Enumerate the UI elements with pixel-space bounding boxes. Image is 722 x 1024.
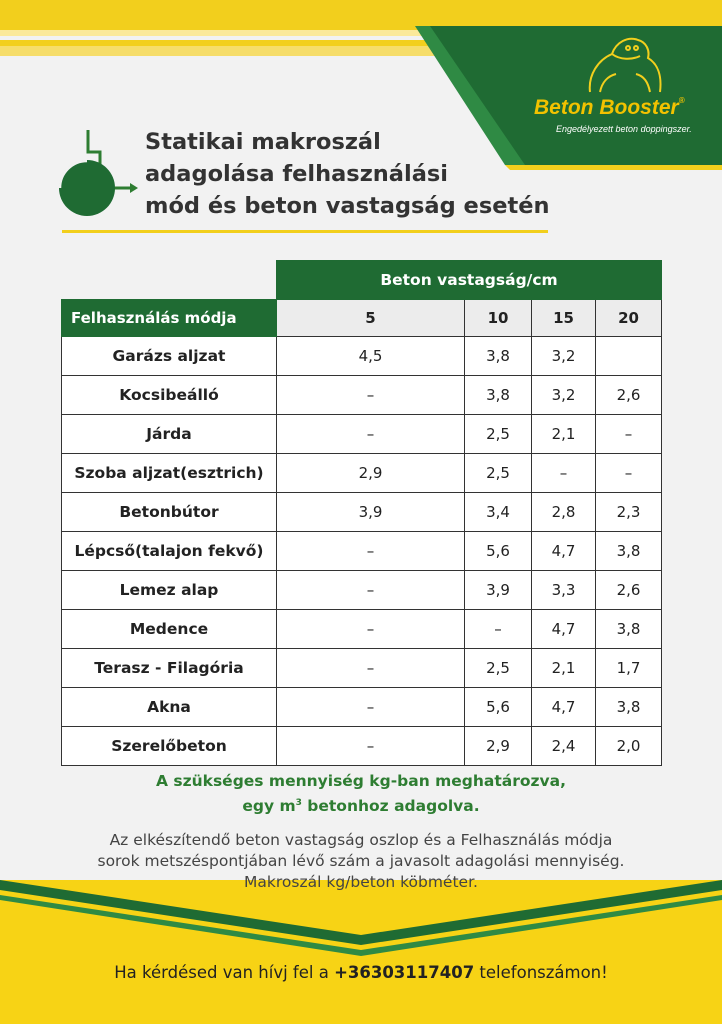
row-label: Szoba aljzat(esztrich) bbox=[62, 453, 277, 492]
thickness-header-20: 20 bbox=[596, 299, 662, 336]
table-cell bbox=[596, 336, 662, 375]
table-header-row bbox=[62, 299, 662, 336]
table-cell: 3,8 bbox=[465, 375, 532, 414]
brand-tagline: Engedélyezett beton doppingszer. bbox=[556, 124, 692, 134]
phone-number[interactable]: +36303117407 bbox=[334, 963, 475, 982]
table-cell: 2,4 bbox=[532, 726, 596, 765]
table-group-header-row bbox=[62, 261, 662, 300]
row-label: Kocsibeálló bbox=[62, 375, 277, 414]
table-cell: 4,7 bbox=[532, 609, 596, 648]
table-cell: 3,3 bbox=[532, 570, 596, 609]
table-corner-blank bbox=[62, 261, 277, 300]
table-cell: 3,8 bbox=[596, 531, 662, 570]
table-cell: 4,7 bbox=[532, 687, 596, 726]
table-cell: – bbox=[277, 531, 465, 570]
table-cell: 2,1 bbox=[532, 414, 596, 453]
table-cell: 1,7 bbox=[596, 648, 662, 687]
page-title bbox=[145, 126, 550, 222]
table-cell: 3,8 bbox=[596, 609, 662, 648]
table-cell: – bbox=[277, 609, 465, 648]
table-cell: 3,9 bbox=[277, 492, 465, 531]
unit-note-line-1: A szükséges mennyiség kg-ban meghatározva, bbox=[155, 772, 567, 790]
brand-logo bbox=[520, 30, 720, 155]
page-title-line-2: adagolása felhasználási bbox=[145, 161, 448, 187]
gorilla-icon bbox=[520, 30, 720, 100]
row-label: Járda bbox=[62, 414, 277, 453]
thickness-header-5: 5 bbox=[277, 299, 465, 336]
table-cell: – bbox=[465, 609, 532, 648]
table-cell: 4,5 bbox=[277, 336, 465, 375]
table-cell: 2,5 bbox=[465, 453, 532, 492]
table-row bbox=[62, 531, 662, 570]
table-row bbox=[62, 336, 662, 375]
table-row bbox=[62, 609, 662, 648]
footer-text-before: Ha kérdésed van hívj fel a bbox=[114, 963, 335, 982]
unit-note-line-2: egy $m^3$ betonhoz adagolva. bbox=[242, 797, 480, 816]
table-cell: 3,2 bbox=[532, 375, 596, 414]
row-label: Lemez alap bbox=[62, 570, 277, 609]
table-row bbox=[62, 648, 662, 687]
table-cell: 4,7 bbox=[532, 531, 596, 570]
table-cell: 5,6 bbox=[465, 531, 532, 570]
table-cell: 2,6 bbox=[596, 375, 662, 414]
row-label: Garázs aljzat bbox=[62, 336, 277, 375]
table-row bbox=[62, 375, 662, 414]
thickness-header-15: 15 bbox=[532, 299, 596, 336]
page-title-line-3: mód és beton vastagság esetén bbox=[145, 193, 550, 219]
dosing-icon bbox=[58, 128, 140, 220]
table-cell: 2,0 bbox=[596, 726, 662, 765]
row-label: Lépcső(talajon fekvő) bbox=[62, 531, 277, 570]
row-label: Terasz - Filagória bbox=[62, 648, 277, 687]
unit-note bbox=[0, 770, 722, 817]
table-row bbox=[62, 687, 662, 726]
table-cell: 3,4 bbox=[465, 492, 532, 531]
contact-footer bbox=[0, 963, 722, 982]
title-underline bbox=[62, 230, 548, 233]
usage-explanation-line-2: sorok metszéspontjában lévő szám a javasolt adagolási mennyiség. bbox=[97, 852, 625, 870]
table-cell: 3,2 bbox=[532, 336, 596, 375]
row-label: Medence bbox=[62, 609, 277, 648]
table-cell: 2,9 bbox=[465, 726, 532, 765]
table-cell: 2,5 bbox=[465, 414, 532, 453]
table-cell: – bbox=[596, 414, 662, 453]
usage-column-header: Felhasználás módja bbox=[62, 299, 277, 336]
table-cell: – bbox=[277, 375, 465, 414]
thickness-group-header: Beton vastagság/cm bbox=[277, 261, 662, 300]
row-label: Betonbútor bbox=[62, 492, 277, 531]
table-row bbox=[62, 492, 662, 531]
table-cell: – bbox=[277, 414, 465, 453]
table-cell: – bbox=[277, 687, 465, 726]
row-label: Szerelőbeton bbox=[62, 726, 277, 765]
usage-explanation bbox=[0, 830, 722, 893]
row-label: Akna bbox=[62, 687, 277, 726]
table-cell: – bbox=[596, 453, 662, 492]
table-row bbox=[62, 414, 662, 453]
table-cell: 2,5 bbox=[465, 648, 532, 687]
table-cell: – bbox=[277, 570, 465, 609]
table-cell: 5,6 bbox=[465, 687, 532, 726]
table-cell: – bbox=[532, 453, 596, 492]
table-cell: 3,9 bbox=[465, 570, 532, 609]
table-cell: 3,8 bbox=[596, 687, 662, 726]
brand-name: Beton Booster® bbox=[534, 96, 685, 119]
table-cell: 2,6 bbox=[596, 570, 662, 609]
thickness-header-10: 10 bbox=[465, 299, 532, 336]
table-cell: 2,3 bbox=[596, 492, 662, 531]
table-cell: 2,9 bbox=[277, 453, 465, 492]
footer-text-after: telefonszámon! bbox=[474, 963, 608, 982]
usage-explanation-line-1: Az elkészítendő beton vastagság oszlop és a Felhasználás módja bbox=[109, 831, 613, 849]
table-cell: 2,8 bbox=[532, 492, 596, 531]
table-cell: 3,8 bbox=[465, 336, 532, 375]
table-row bbox=[62, 570, 662, 609]
table-row bbox=[62, 726, 662, 765]
page-title-line-1: Statikai makroszál bbox=[145, 129, 381, 155]
table-cell: – bbox=[277, 726, 465, 765]
table-row bbox=[62, 453, 662, 492]
table-cell: 2,1 bbox=[532, 648, 596, 687]
table-cell: – bbox=[277, 648, 465, 687]
usage-explanation-line-3: Makroszál kg/beton köbméter. bbox=[244, 873, 478, 891]
dosage-table bbox=[61, 260, 662, 766]
